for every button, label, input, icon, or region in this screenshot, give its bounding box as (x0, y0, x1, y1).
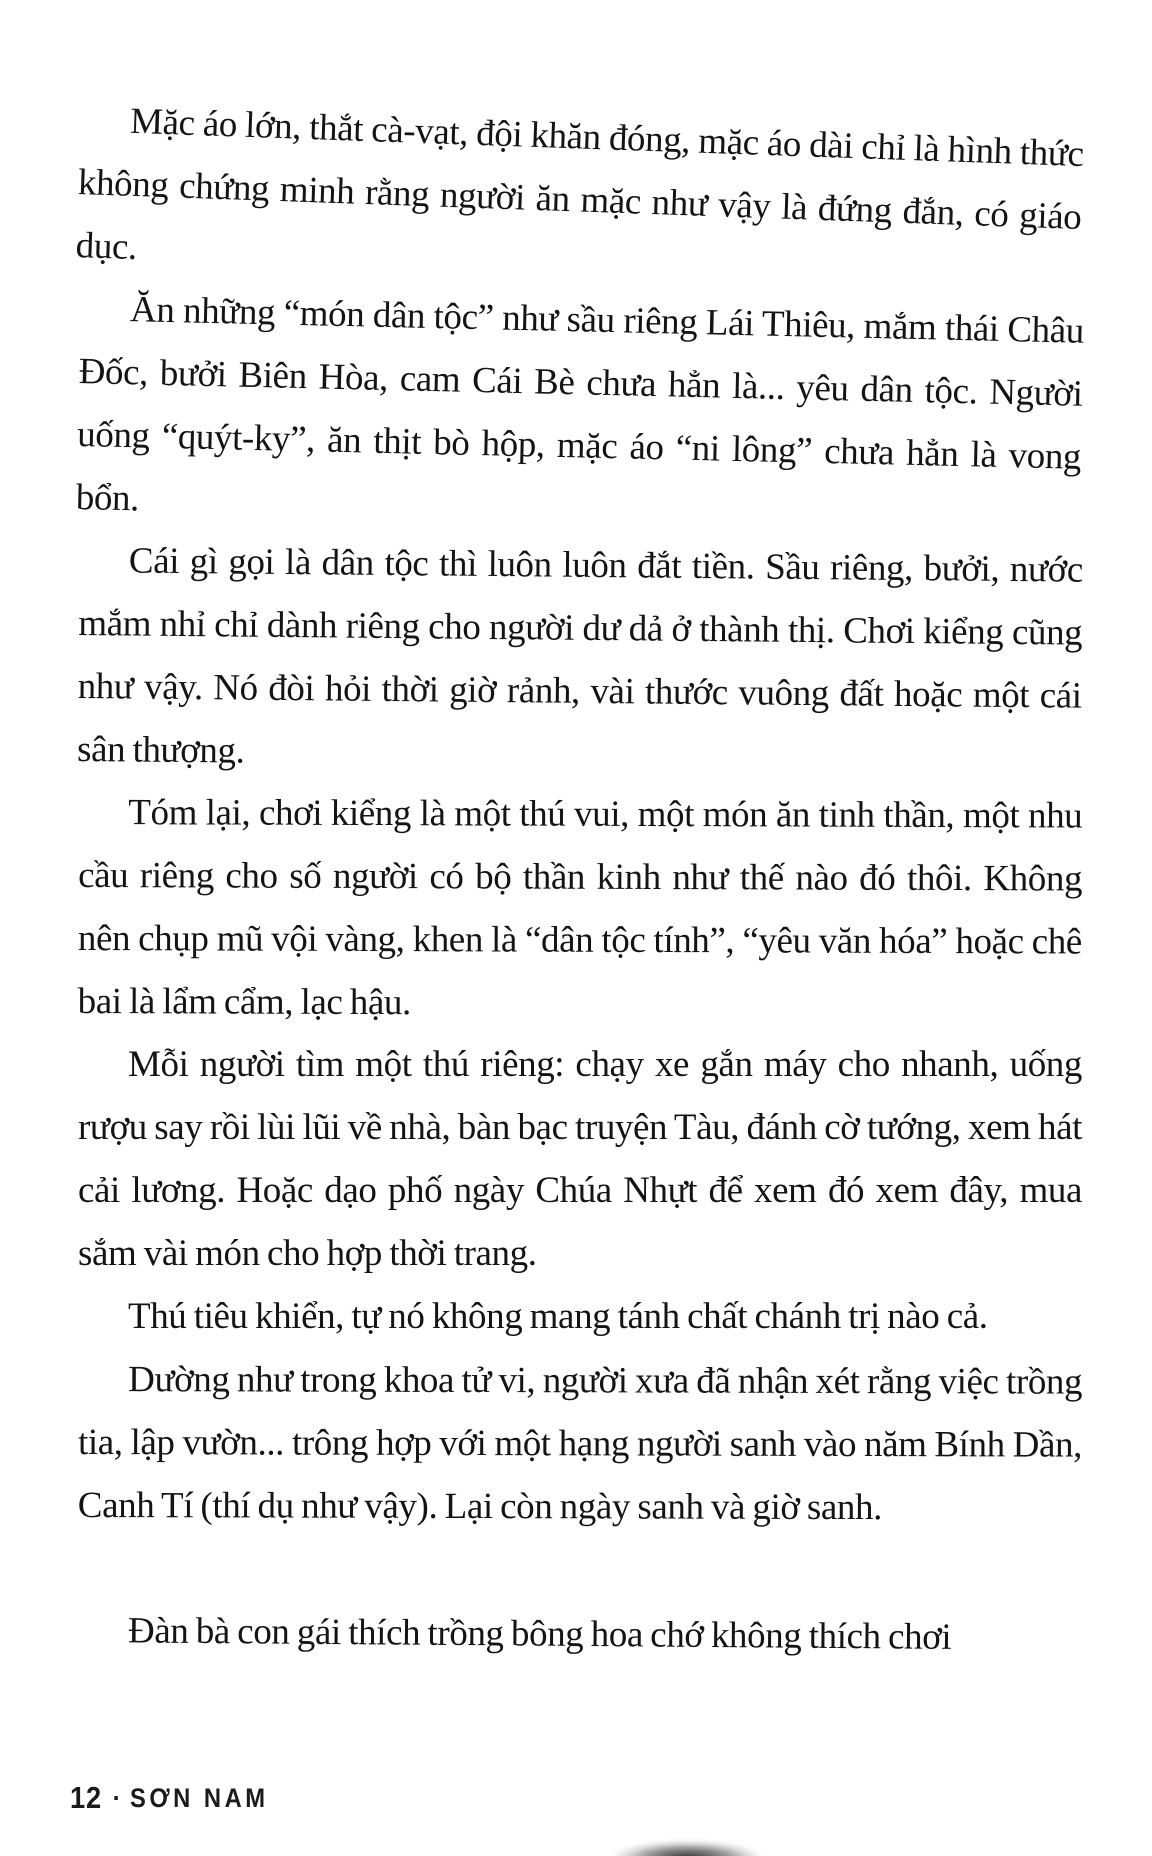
paragraph: Thú tiêu khiển, tự nó không mang tánh chất chánh trị nào cả. (128, 1296, 988, 1337)
page-number: 12 (70, 1780, 103, 1815)
scan-smudge (615, 1841, 760, 1856)
paragraph: Cái gì gọi là dân tộc thì luôn luôn đắt tiền. Sầu riêng, bưởi, nước mắm nhỉ chỉ dành riêng cho người dư dả ở thành thị. Chơi kiểng cũng như vậy. Nó đòi hỏi thời giờ rảnh, vài thước vuông đất hoặc một cái sân thượng. (76, 540, 1084, 772)
paragraph: Đàn bà con gái thích trồng bông hoa chớ không thích chơi (127, 1610, 952, 1658)
footer-bullet-icon: ▪ (113, 1790, 119, 1807)
paragraph: Mỗi người tìm một thú riêng: chạy xe gắn máy cho nhanh, uống rượu say rồi lùi lũi về nhà, bàn bạc truyện Tàu, đánh cờ tướng, xem hát cải lương. Hoặc dạo phố ngày Chúa Nhựt để xem đó xem đây, mua sắm vài món cho hợp thời trang. (78, 1044, 1082, 1274)
body-text (75, 88, 1085, 1662)
paragraph: Tóm lại, chơi kiểng là một thú vui, một món ăn tinh thần, một nhu cầu riêng cho số người có bộ thần kinh như thế nào đó thôi. Không nên chụp mũ vội vàng, khen là “dân tộc tính”, “yêu văn hóa” hoặc chê bai là lẩm cẩm, lạc hậu. (77, 792, 1083, 1024)
author-name: SƠN NAM (129, 1782, 269, 1813)
page-footer (70, 1780, 269, 1816)
paragraph: Mặc áo lớn, thắt cà-vạt, đội khăn đóng, mặc áo dài chỉ là hình thức không chứng minh rằng người ăn mặc như vậy là đứng đắn, có giáo dục. (75, 100, 1085, 269)
paragraph: Ăn những “món dân tộc” như sầu riêng Lái Thiêu, mắm thái Châu Đốc, bưởi Biên Hòa, cam Cái Bè chưa hẳn là... yêu dân tộc. Người uống “quýt-ky”, ăn thịt bò hộp, mặc áo “ni lông” chưa hẳn là vong bổn. (75, 289, 1085, 520)
paragraph: Dường như trong khoa tử vi, người xưa đã nhận xét rằng việc trồng tia, lập vườn... trông hợp với một hạng người sanh vào năm Bính Dần, Canh Tí (thí dụ như vậy). Lại còn ngày sanh và giờ sanh. (77, 1359, 1083, 1529)
